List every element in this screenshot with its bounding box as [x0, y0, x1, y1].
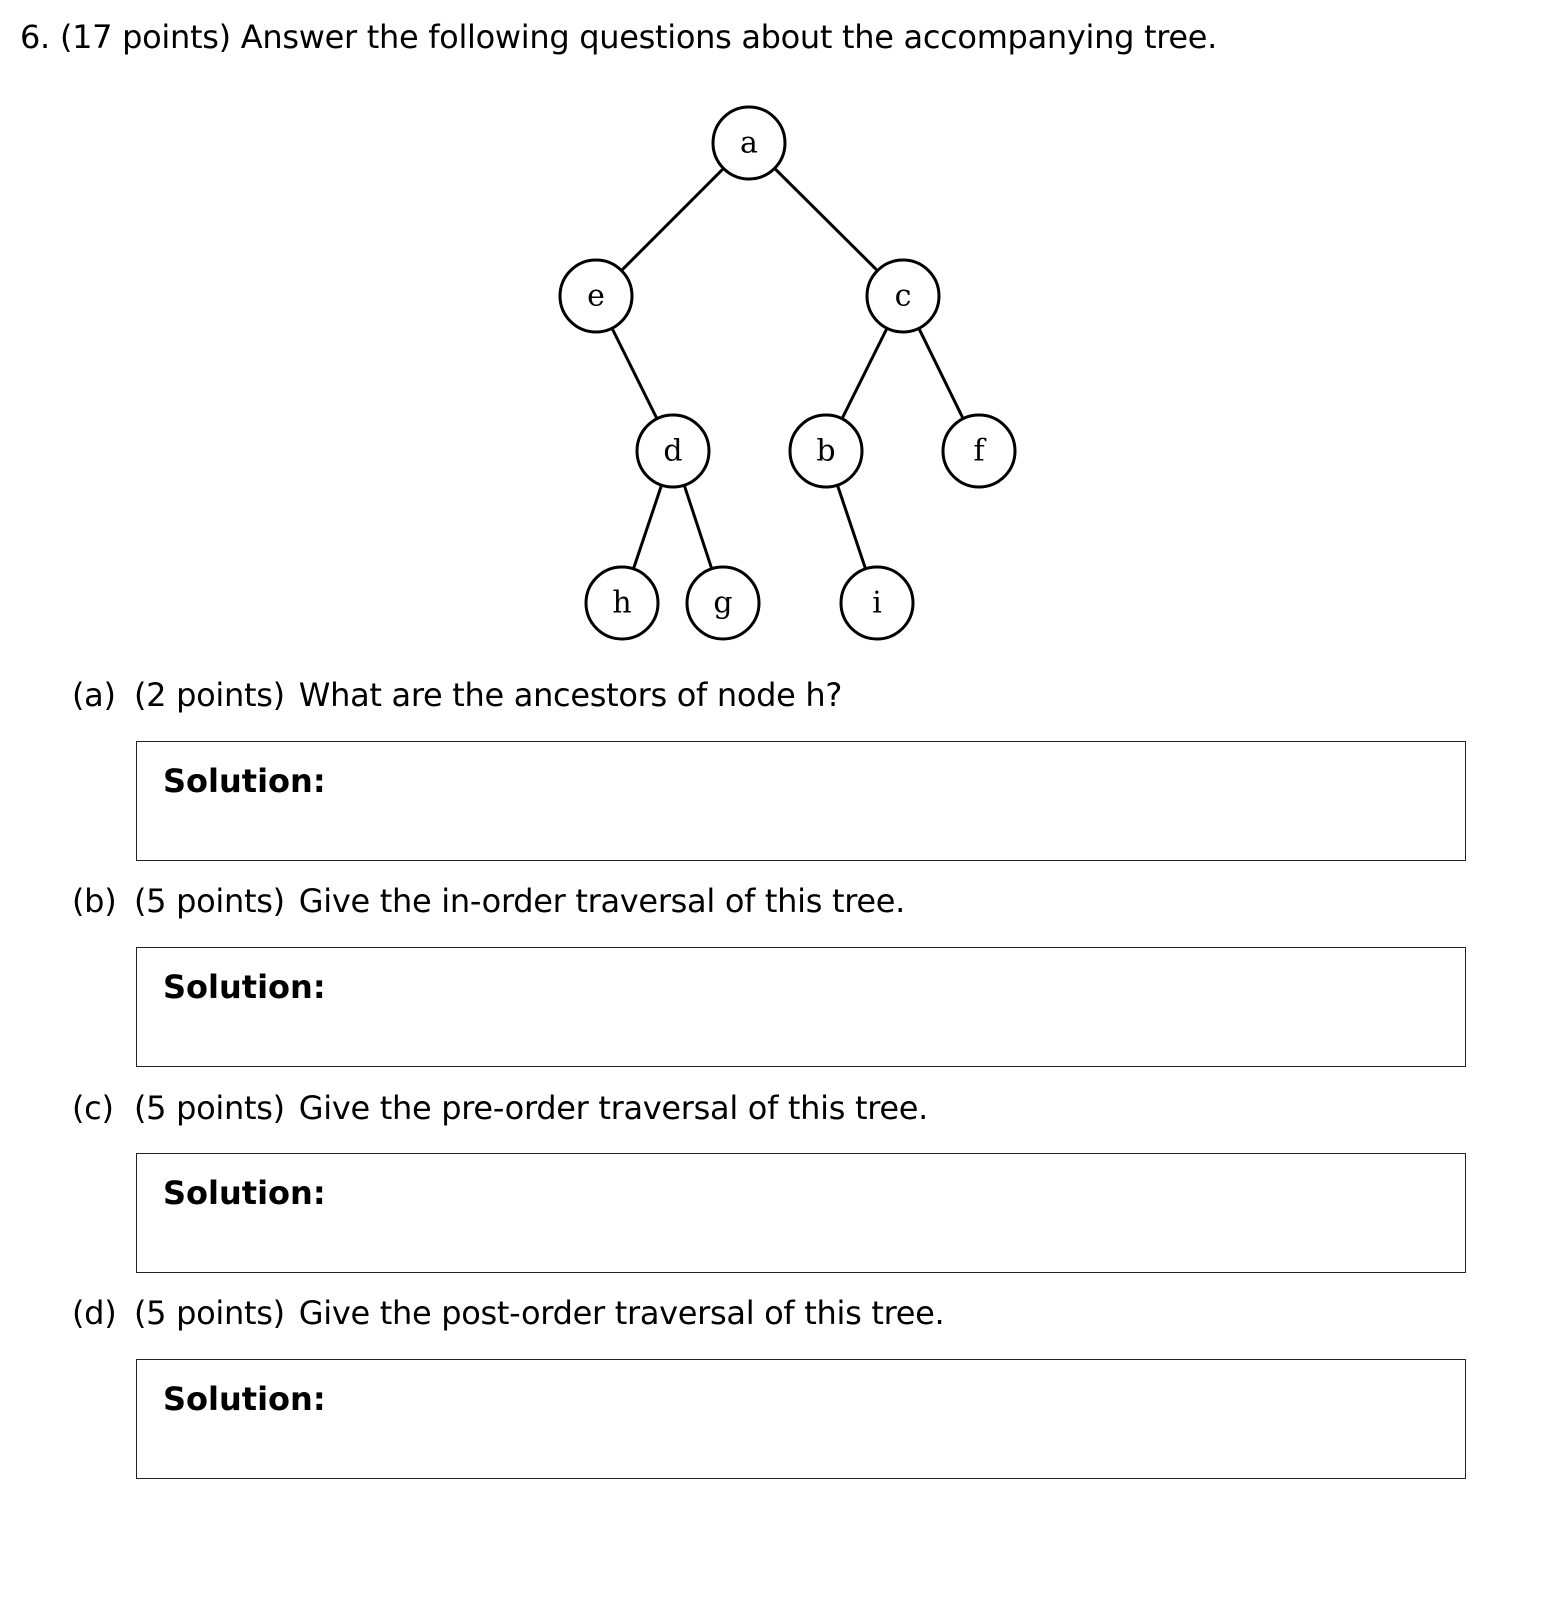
part-a-solution-label: Solution:: [163, 762, 326, 800]
part-d-letter: (d): [72, 1294, 117, 1332]
part-a-text: What are the ancestors of node h?: [298, 676, 843, 714]
part-d-points: (5 points): [134, 1294, 285, 1332]
tree-edge-c-f: [919, 328, 963, 418]
tree-node-label: h: [612, 585, 632, 621]
question-number: 6.: [20, 18, 50, 56]
tree-node-f: [943, 415, 1015, 487]
part-a-letter: (a): [72, 676, 116, 714]
tree-node-e: [560, 260, 632, 332]
tree-node-b: [790, 415, 862, 487]
tree-node-label: g: [713, 585, 733, 621]
tree-node-d: [637, 415, 709, 487]
part-c-question: [72, 1089, 928, 1127]
tree-edge-a-e: [621, 168, 723, 270]
part-b-letter: (b): [72, 882, 117, 920]
part-a-points: (2 points): [134, 676, 285, 714]
tree-node-label: d: [663, 433, 683, 469]
part-d-solution-box[interactable]: [136, 1359, 1466, 1479]
tree-node-label: f: [973, 433, 985, 469]
question-points: (17 points): [59, 18, 231, 56]
part-b-points: (5 points): [134, 882, 285, 920]
question-prompt: Answer the following questions about the accompanying tree.: [240, 18, 1218, 56]
tree-edge-e-d: [612, 328, 657, 419]
tree-node-label: i: [872, 585, 882, 621]
part-b-question: [72, 882, 905, 920]
part-d-text: Give the post-order traversal of this tree.: [298, 1294, 945, 1332]
part-c-solution-label: Solution:: [163, 1174, 326, 1212]
tree-diagram: [0, 0, 1550, 680]
tree-node-g: [687, 567, 759, 639]
tree-edge-c-b: [842, 328, 887, 419]
tree-node-label: b: [816, 433, 836, 469]
part-a-question: [72, 676, 842, 714]
part-c-letter: (c): [72, 1089, 114, 1127]
tree-edge-d-h: [633, 485, 661, 569]
tree-node-label: e: [587, 278, 605, 314]
part-c-text: Give the pre-order traversal of this tree.: [298, 1089, 929, 1127]
part-b-text: Give the in-order traversal of this tree.: [298, 882, 906, 920]
tree-node-label: a: [740, 125, 758, 161]
tree-edge-a-c: [775, 168, 878, 270]
tree-node-h: [586, 567, 658, 639]
part-b-solution-box[interactable]: [136, 947, 1466, 1067]
tree-node-i: [841, 567, 913, 639]
part-c-points: (5 points): [134, 1089, 285, 1127]
tree-node-c: [867, 260, 939, 332]
tree-edge-b-i: [837, 485, 865, 569]
part-c-solution-box[interactable]: [136, 1153, 1466, 1273]
part-a-solution-box[interactable]: [136, 741, 1466, 861]
part-d-question: [72, 1294, 944, 1332]
tree-node-label: c: [894, 278, 912, 314]
part-b-solution-label: Solution:: [163, 968, 326, 1006]
tree-edge-d-g: [684, 485, 712, 569]
tree-node-a: [713, 107, 785, 179]
part-d-solution-label: Solution:: [163, 1380, 326, 1418]
